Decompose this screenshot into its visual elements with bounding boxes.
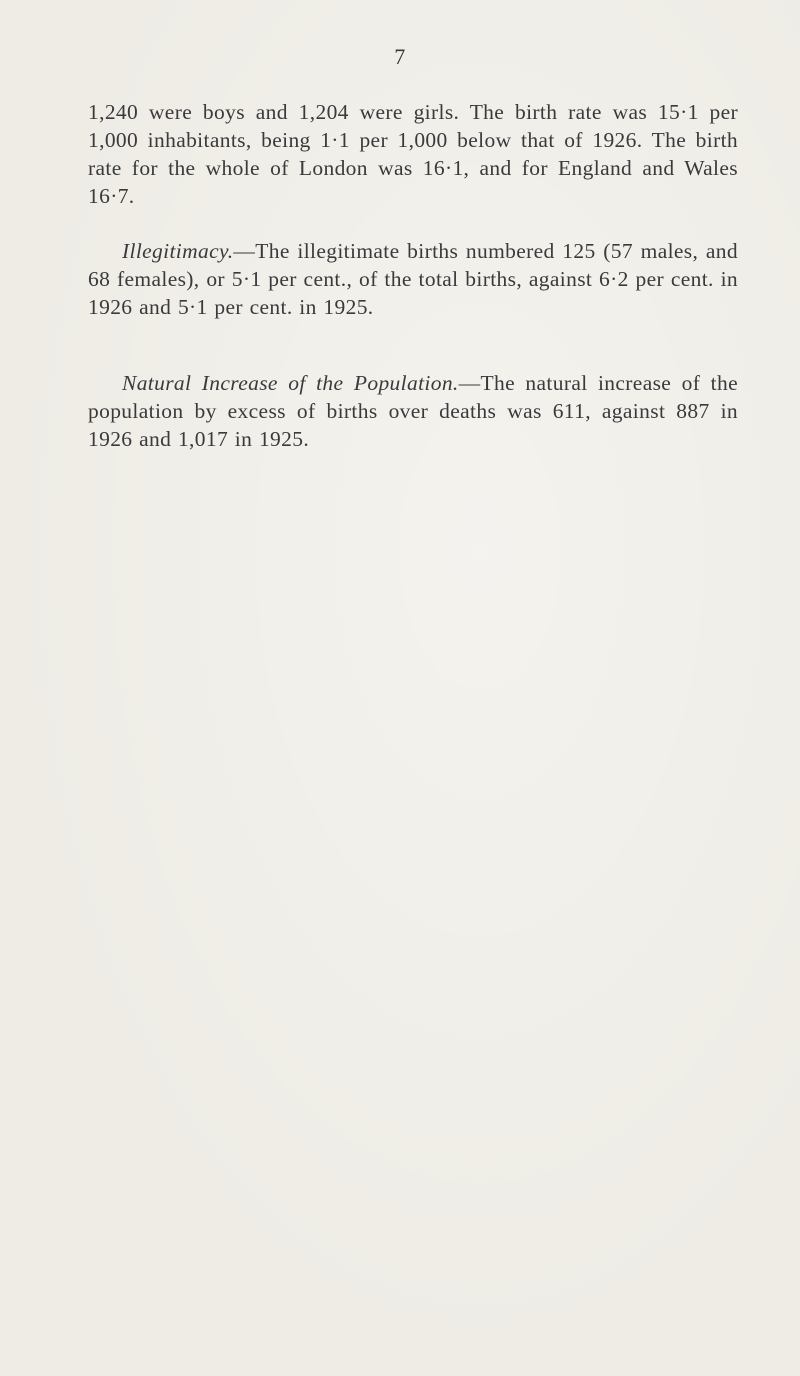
paragraph-text: —The illegitimate births numbered 125 (57 males, and 68 females), or 5·1 per cent., of the total births, against 6·2 per cent. in 1926 and 5·1 per cent. in 1925. bbox=[88, 239, 738, 319]
paragraph-text: 1,240 were boys and 1,204 were girls. The birth rate was 15·1 per 1,000 inhabitants, being 1·1 per 1,000 below that of 1926. The birth rate for the whole of London was 16·1, and for England and Wales 16·7. bbox=[88, 100, 738, 208]
paragraph-natural-increase bbox=[88, 369, 738, 453]
paragraph-birth-rate bbox=[88, 98, 738, 210]
section-heading-natural-increase: Natural Increase of the Population. bbox=[122, 371, 459, 395]
section-heading-illegitimacy: Illegitimacy. bbox=[122, 239, 234, 263]
paragraph-text: —The natural increase of the population by excess of births over deaths was 611, against 887 in 1926 and 1,017 in 1925. bbox=[88, 371, 738, 451]
page-number: 7 bbox=[394, 44, 406, 69]
paragraph-illegitimacy bbox=[88, 237, 738, 321]
